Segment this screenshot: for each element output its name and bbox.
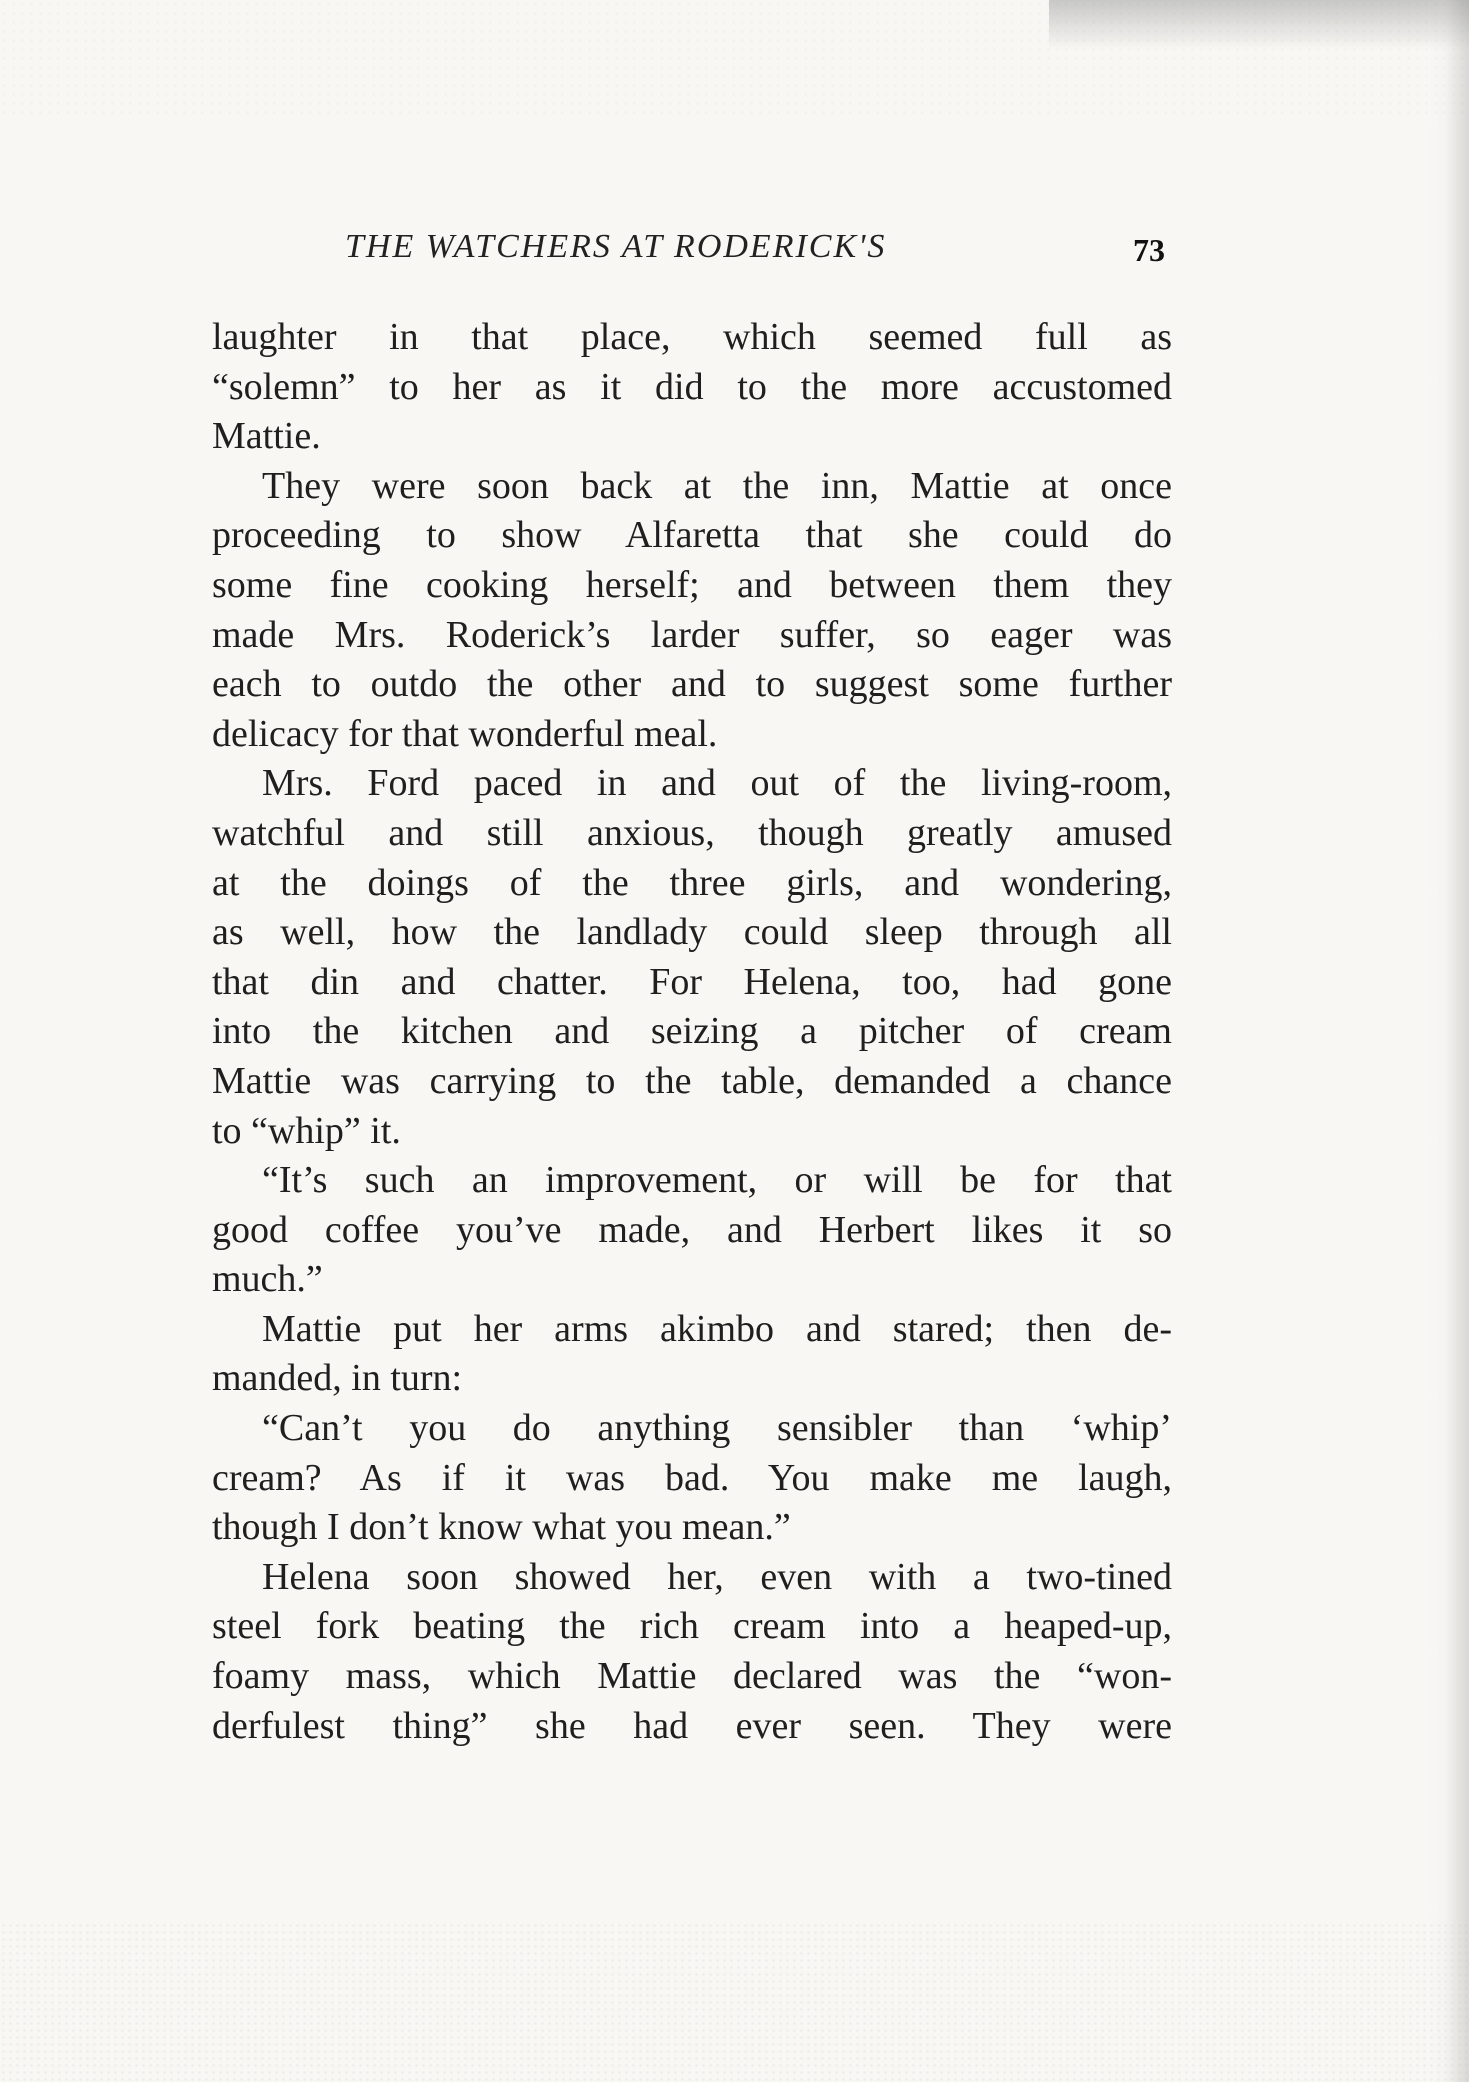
scan-shadow-right-edge bbox=[1429, 0, 1469, 2082]
text-line: into the kitchen and seizing a pitcher of cream bbox=[212, 1010, 1172, 1053]
text-line: “It’s such an improvement, or will be for that bbox=[262, 1159, 1172, 1202]
text-line: manded, in turn: bbox=[212, 1357, 463, 1400]
text-line: foamy mass, which Mattie declared was the “won- bbox=[212, 1655, 1172, 1698]
text-line: watchful and still anxious, though greatly amused bbox=[212, 811, 1172, 854]
text-line: laughter in that place, which seemed full as bbox=[212, 316, 1172, 358]
text-line: Mattie put her arms akimbo and stared; then de- bbox=[262, 1307, 1172, 1350]
text-line: Mrs. Ford paced in and out of the living-room, bbox=[262, 762, 1172, 805]
page-header bbox=[345, 228, 1165, 280]
text-line: some fine cooking herself; and between them they bbox=[212, 563, 1172, 606]
text-line: as well, how the landlady could sleep through all bbox=[212, 911, 1172, 954]
text-line: that din and chatter. For Helena, too, had gone bbox=[212, 960, 1172, 1003]
text-line: to “whip” it. bbox=[212, 1109, 401, 1152]
text-line: though I don’t know what you mean.” bbox=[212, 1506, 791, 1549]
text-line: steel fork beating the rich cream into a heaped-up, bbox=[212, 1605, 1172, 1648]
page-number: 73 bbox=[1133, 232, 1165, 268]
text-line: delicacy for that wonderful meal. bbox=[212, 712, 718, 755]
text-line: proceeding to show Alfaretta that she could do bbox=[212, 514, 1172, 557]
text-line: cream? As if it was bad. You make me laugh, bbox=[212, 1456, 1172, 1499]
text-line: much.” bbox=[212, 1258, 323, 1301]
body-text bbox=[212, 313, 1172, 1751]
scan-shadow-top-right bbox=[1049, 0, 1469, 50]
text-line: at the doings of the three girls, and wondering, bbox=[212, 861, 1172, 904]
text-line: Mattie. bbox=[212, 415, 321, 458]
text-line: “solemn” to her as it did to the more accustomed bbox=[212, 365, 1172, 408]
text-line: They were soon back at the inn, Mattie at once bbox=[262, 464, 1172, 507]
text-line: good coffee you’ve made, and Herbert likes it so bbox=[212, 1208, 1172, 1251]
running-title: THE WATCHERS AT RODERICK'S bbox=[345, 228, 887, 265]
scan-noise-bottom bbox=[0, 1922, 1469, 2082]
text-line: Mattie was carrying to the table, demanded a chance bbox=[212, 1059, 1172, 1102]
text-line: made Mrs. Roderick’s larder suffer, so eager was bbox=[212, 613, 1172, 656]
text-line: Helena soon showed her, even with a two-tined bbox=[262, 1555, 1172, 1598]
text-line: each to outdo the other and to suggest some further bbox=[212, 663, 1172, 706]
text-line: derfulest thing” she had ever seen. They were bbox=[212, 1704, 1172, 1747]
text-line: “Can’t you do anything sensibler than ‘whip’ bbox=[262, 1407, 1172, 1450]
